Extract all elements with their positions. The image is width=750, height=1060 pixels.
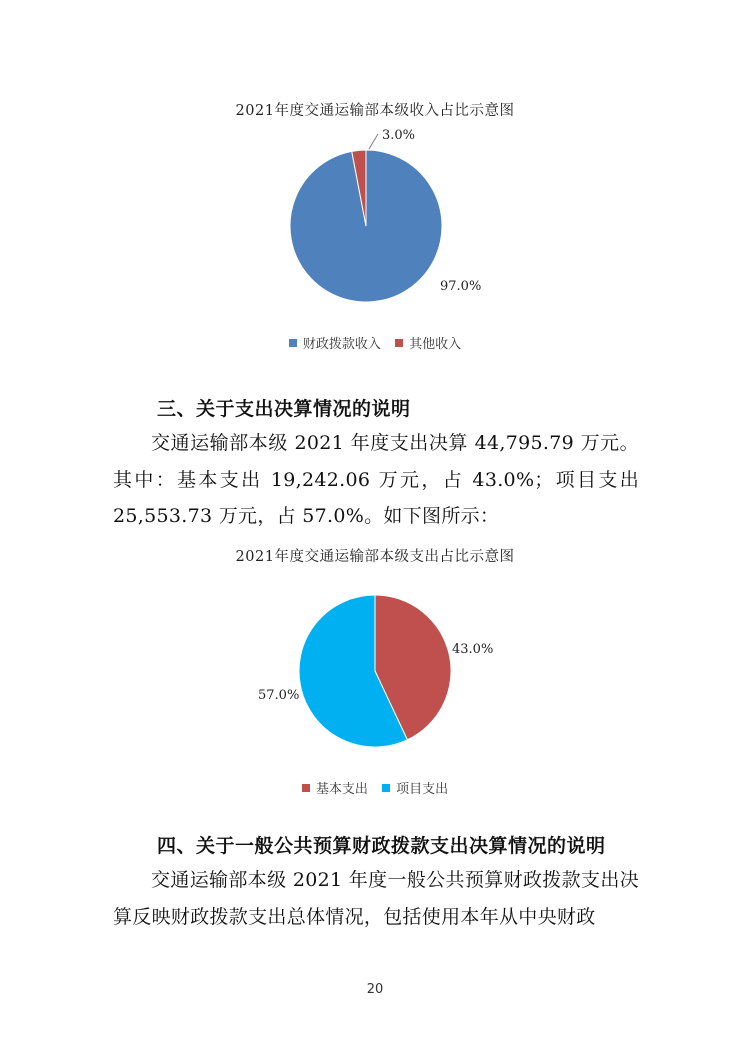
section-heading-expenditure: 三、关于支出决算情况的说明 — [157, 398, 411, 420]
expenditure-chart-title: 2021年度交通运输部本级支出占比示意图 — [235, 549, 515, 565]
income-label-leader-line — [369, 134, 378, 149]
legend-swatch-cyan — [382, 784, 390, 792]
legend-swatch-red — [302, 784, 310, 792]
income-pie-chart — [0, 0, 750, 360]
income-data-label-other: 3.0% — [382, 128, 416, 143]
legend-item-project — [382, 778, 448, 797]
legend-swatch-red — [395, 339, 403, 347]
legend-item-basic — [302, 778, 368, 797]
expend-data-label-project: 57.0% — [258, 688, 300, 703]
legend-label: 财政拨款收入 — [302, 337, 381, 352]
section-heading-general-budget: 四、关于一般公共预算财政拨款支出决算情况的说明 — [157, 835, 606, 857]
page-number: 20 — [366, 982, 384, 997]
expenditure-pie-chart — [0, 560, 750, 780]
legend-item-other-income — [395, 333, 461, 352]
legend-label: 基本支出 — [315, 782, 368, 797]
income-chart-legend — [0, 333, 750, 352]
section-paragraph-expenditure: 交通运输部本级 2021 年度支出决算 44,795.79 万元。其中：基本支出 19,242.06 万元，占 43.0%；项目支出 25,553.73 万元，占 57.0%。如下图所示： — [113, 432, 639, 527]
legend-label: 其他收入 — [409, 337, 462, 352]
expenditure-chart-legend — [0, 778, 750, 797]
income-chart-title: 2021年度交通运输部本级收入占比示意图 — [235, 103, 515, 119]
section-paragraph-general-budget: 交通运输部本级 2021 年度一般公共预算财政拨款支出决算反映财政拨款支出总体情况，包括使用本年从中央财政 — [113, 869, 639, 928]
legend-label: 项目支出 — [396, 782, 449, 797]
income-data-label-fiscal: 97.0% — [440, 279, 482, 294]
legend-item-fiscal-appropriation — [289, 333, 381, 352]
expend-data-label-basic: 43.0% — [452, 642, 494, 657]
legend-swatch-blue — [289, 339, 297, 347]
